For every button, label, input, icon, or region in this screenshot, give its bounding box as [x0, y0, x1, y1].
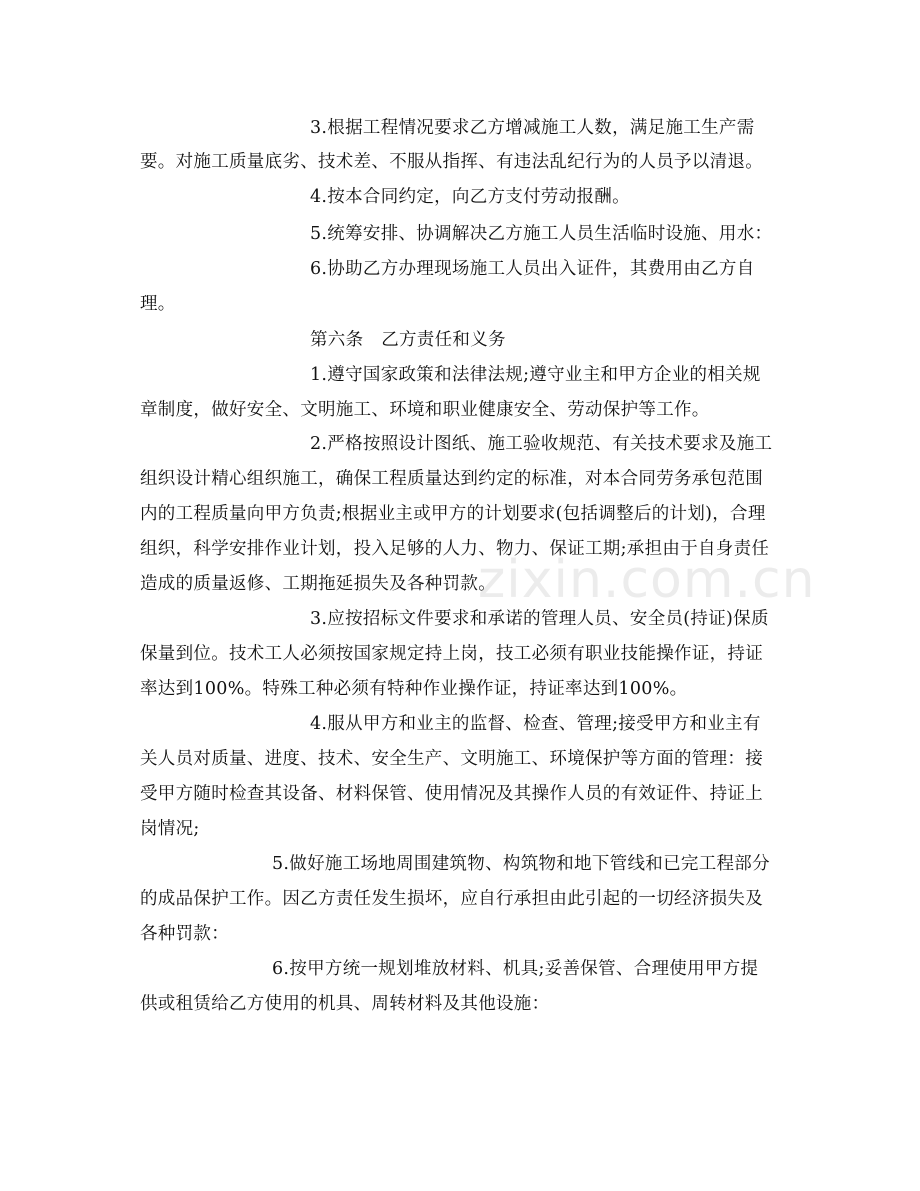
- text-line: 组织设计精心组织施工，确保工程质量达到约定的标准，对本合同劳务承包范围: [140, 469, 763, 489]
- text-line: 6.协助乙方办理现场施工人员出入证件，其费用由乙方自: [310, 259, 755, 279]
- section-heading: 第六条 乙方责任和义务: [310, 330, 506, 350]
- text-line: 内的工程质量向甲方负责;根据业主或甲方的计划要求(包括调整后的计划)，合理: [140, 504, 766, 524]
- text-line: 2.严格按照设计图纸、施工验收规范、有关技术要求及施工: [310, 434, 773, 454]
- text-line: 组织，科学安排作业计划，投入足够的人力、物力、保证工期;承担由于自身责任: [140, 539, 770, 559]
- text-line: 6.按甲方统一规划堆放材料、机具;妥善保管、合理使用甲方提: [272, 959, 759, 979]
- text-line: 5.统筹安排、协调解决乙方施工人员生活临时设施、用水：: [310, 224, 773, 244]
- text-line: 要。对施工质量底劣、技术差、不服从指挥、有违法乱纪行为的人员予以清退。: [140, 152, 763, 172]
- text-line: 各种罚款：: [140, 924, 229, 944]
- watermark: zixin.com.cn: [478, 550, 816, 610]
- text-line: 保量到位。技术工人必须按国家规定持上岗，技工必须有职业技能操作证，持证: [140, 644, 763, 664]
- text-line: 3.根据工程情况要求乙方增减施工人数，满足施工生产需: [310, 118, 755, 138]
- text-line: 1.遵守国家政策和法律法规;遵守业主和甲方企业的相关规: [310, 365, 761, 385]
- text-line: 受甲方随时检查其设备、材料保管、使用情况及其操作人员的有效证件、持证上: [140, 784, 763, 804]
- text-line: 4.按本合同约定，向乙方支付劳动报酬。: [310, 187, 630, 207]
- text-line: 供或租赁给乙方使用的机具、周转材料及其他设施：: [140, 994, 550, 1014]
- text-line: 岗情况;: [140, 819, 200, 839]
- text-line: 关人员对质量、进度、技术、安全生产、文明施工、环境保护等方面的管理：接: [140, 749, 763, 769]
- text-line: 的成品保护工作。因乙方责任发生损坏，应自行承担由此引起的一切经济损失及: [140, 889, 763, 909]
- text-line: 5.做好施工场地周围建筑物、构筑物和地下管线和已完工程部分: [272, 854, 770, 874]
- text-line: 4.服从甲方和业主的监督、检查、管理;接受甲方和业主有: [310, 714, 761, 734]
- text-line: 3.应按招标文件要求和承诺的管理人员、安全员(持证)保质: [310, 609, 769, 629]
- text-line: 造成的质量返修、工期拖延损失及各种罚款。: [140, 574, 496, 594]
- text-line: 章制度，做好安全、文明施工、环境和职业健康安全、劳动保护等工作。: [140, 400, 710, 420]
- text-line: 率达到100%。特殊工种必须有特种作业操作证，持证率达到100%。: [140, 679, 688, 699]
- text-line: 理。: [140, 294, 176, 314]
